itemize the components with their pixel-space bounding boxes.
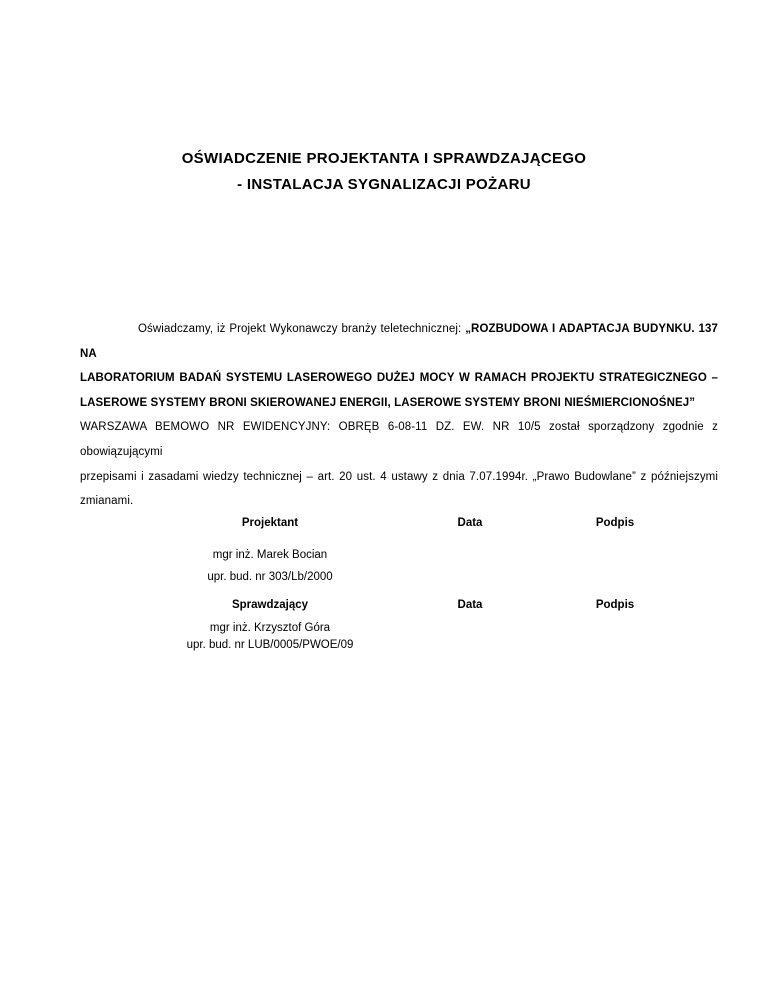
statement-paragraph [80,317,718,514]
statement-line-4: WARSZAWA BEMOWO NR EWIDENCYJNY: OBRĘB 6-08-11 DZ. EW. NR 10/5 został sporządzony zgodnie z obowiązującymi [80,421,718,458]
checker-license: upr. bud. nr LUB/0005/PWOE/09 [186,639,354,651]
checker-date-label: Data [457,599,483,611]
document-title: OŚWIADCZENIE PROJEKTANTA I SPRAWDZAJĄCEGO [181,150,587,167]
statement-line-1 [80,317,718,366]
statement-line-6: zmianami. [80,495,134,508]
designer-name: mgr inż. Marek Bocian [212,549,328,561]
checker-name: mgr inż. Krzysztof Góra [209,622,331,634]
project-name-line-2: LABORATORIUM BADAŃ SYSTEMU LASEROWEGO DUŻEJ MOCY W RAMACH PROJEKTU STRATEGICZNEGO – [80,372,718,385]
designer-license: upr. bud. nr 303/Lb/2000 [207,571,333,583]
designer-signature-label: Podpis [595,517,635,529]
designer-role-label: Projektant [241,517,299,529]
checker-role-label: Sprawdzający [231,599,309,611]
project-name-line-1: „ROZBUDOWA I ADAPTACJA BUDYNKU. 137 NA [80,323,718,360]
statement-line-5: przepisami i zasadami wiedzy technicznej – art. 20 ust. 4 ustawy z dnia 7.07.1994r. „Prawo Budowlane” z późniejszymi [80,470,718,483]
project-name-line-3: LASEROWE SYSTEMY BRONI SKIEROWANEJ ENERGII, LASEROWE SYSTEMY BRONI NIEŚMIERCIONOŚNEJ” [80,396,696,409]
statement-intro: Oświadczamy, iż Projekt Wykonawczy branży teletechnicznej: [138,323,466,335]
document-subtitle: - INSTALACJA SYGNALIZACJI POŻARU [237,176,531,193]
checker-signature-label: Podpis [595,599,635,611]
designer-date-label: Data [457,517,483,529]
